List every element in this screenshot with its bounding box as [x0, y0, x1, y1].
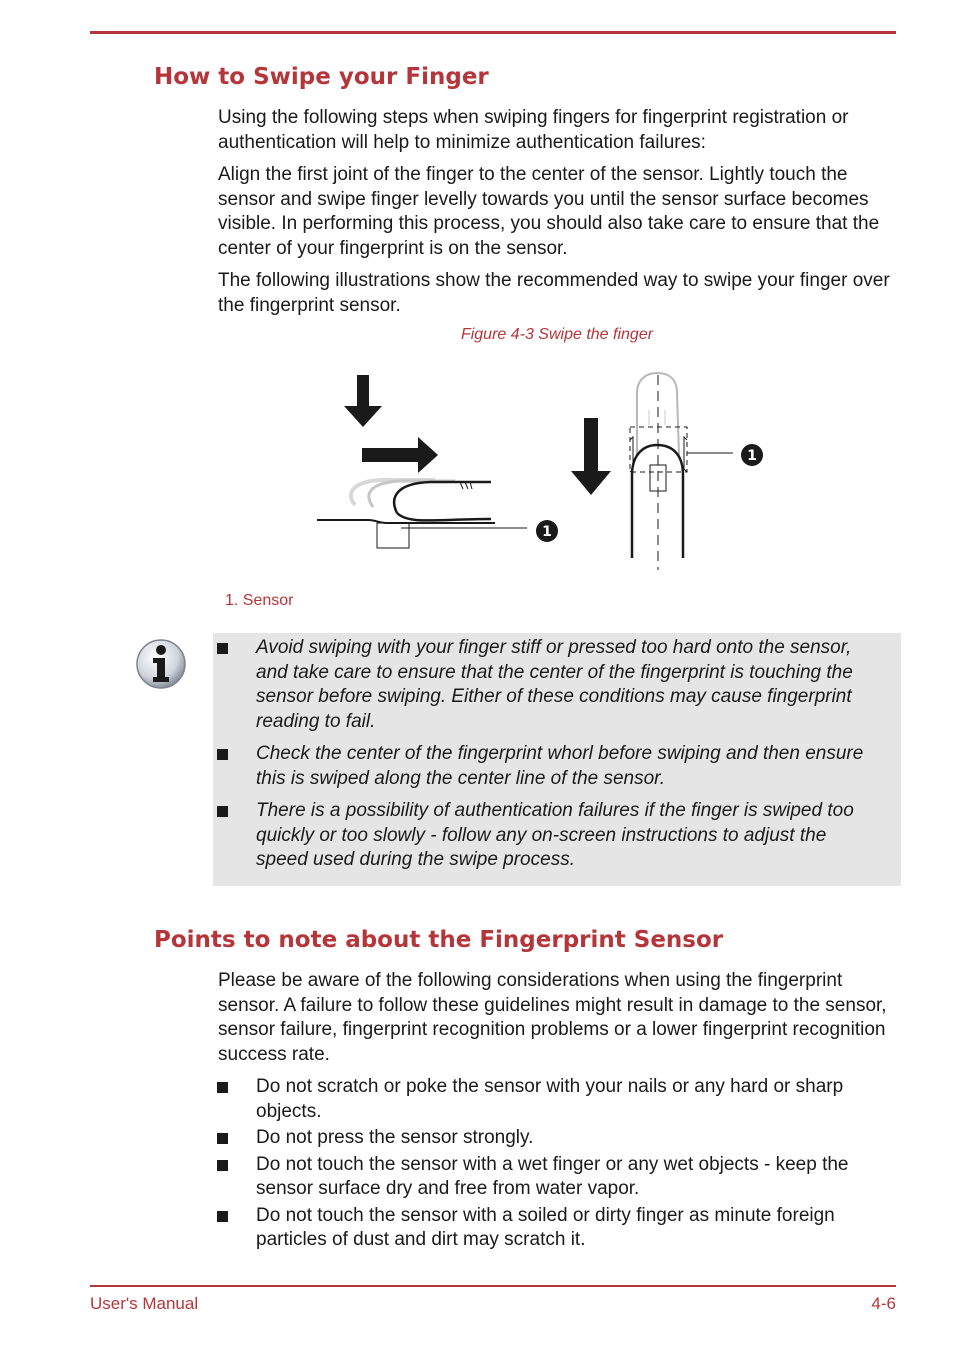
intro-paragraph: Using the following steps when swiping fingers for fingerprint registration or authentication will help to minimize authentication failures: [218, 107, 849, 153]
section-heading-points: Points to note about the Fingerprint Sensor [154, 927, 724, 953]
list-item: Do not scratch or poke the sensor with your nails or any hard or sharp objects. [213, 1075, 903, 1124]
list-item: Do not press the sensor strongly. [213, 1126, 903, 1151]
considerations-paragraph: Please be aware of the following considerations when using the fingerprint sensor. A failure to follow these guidelines might result in damage to the sensor, sensor failure, fingerprint recognition problems or a lower fingerprint recognition success rate. [218, 970, 887, 1065]
note-list [213, 636, 883, 881]
callout-marker [536, 520, 558, 542]
sensor-side-view [317, 520, 527, 548]
down-arrow-icon [344, 375, 382, 427]
list-item: Do not touch the sensor with a soiled or dirty finger as minute foreign particles of dust and dirt may scratch it. [213, 1204, 903, 1253]
callout-marker [741, 444, 763, 466]
callout-number: 1 [542, 524, 552, 540]
list-item: There is a possibility of authentication failures if the finger is swiped too quickly or too slowly - follow any on-screen instructions to adjust the speed used during the swipe process. [213, 799, 883, 873]
section-heading-swipe: How to Swipe your Finger [154, 64, 489, 90]
down-arrow-icon [571, 418, 611, 495]
figure-legend: 1. Sensor [225, 592, 294, 609]
align-paragraph: Align the first joint of the finger to the center of the sensor. Lightly touch the sensor and swipe finger levelly towards you until the sensor surface becomes visible. In performing this process, you should also take care to ensure that the center of your fingerprint is on the sensor. [218, 164, 880, 259]
swipe-finger-illustration [305, 365, 775, 575]
footer-title: User's Manual [90, 1294, 199, 1313]
header-rule [90, 31, 896, 34]
finger-side-view [351, 480, 491, 521]
list-item: Check the center of the fingerprint whorl before swiping and then ensure this is swiped along the center line of the sensor. [213, 742, 883, 791]
page-number: 4-6 [871, 1294, 896, 1313]
right-arrow-icon [362, 437, 438, 473]
considerations-list [213, 1075, 903, 1255]
info-icon [134, 637, 188, 691]
footer-rule [90, 1285, 896, 1287]
list-item: Avoid swiping with your finger stiff or pressed too hard onto the sensor, and take care to ensure that the center of the fingerprint is touching the sensor before swiping. Either of these conditions may cause fingerprint reading to fail. [213, 636, 883, 734]
illustration-paragraph: The following illustrations show the recommended way to swipe your finger over the fingerprint sensor. [218, 270, 890, 316]
list-item: Do not touch the sensor with a wet finger or any wet objects - keep the sensor surface dry and free from water vapor. [213, 1153, 903, 1202]
finger-front-view [630, 373, 733, 570]
callout-number: 1 [747, 448, 757, 464]
figure-caption: Figure 4-3 Swipe the finger [460, 326, 654, 343]
